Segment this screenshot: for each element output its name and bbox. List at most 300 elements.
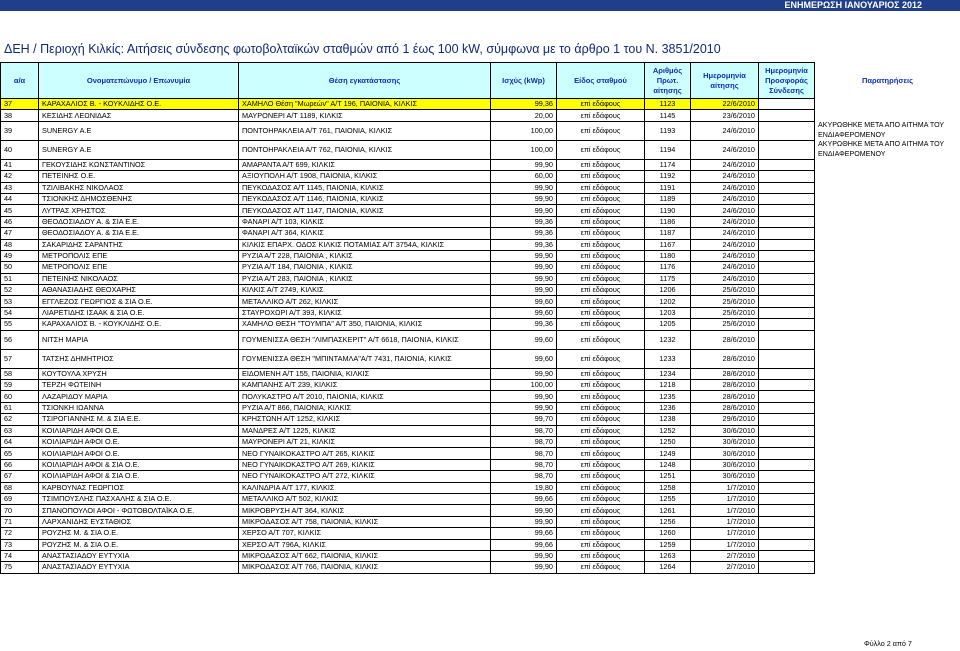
cell-name: ΚΟΙΛΙΑΡΙΔΗ ΑΦΟΙ Ο.Ε. bbox=[39, 448, 239, 459]
cell-location: ΠΟΛΥΚΑΣΤΡΟ Α/Τ 2010, ΠΑΙΟΝΙΑ, ΚΙΛΚΙΣ bbox=[239, 391, 491, 402]
cell-name: SUNERGY A.E bbox=[39, 140, 239, 159]
cell-remarks bbox=[815, 516, 960, 527]
cell-protocol: 1258 bbox=[645, 482, 691, 493]
table-row bbox=[1, 159, 960, 170]
cell-location: ΡΥΖΙΑ Α/Τ 184, ΠΑΙΟΝΙΑ , ΚΙΛΚΙΣ bbox=[239, 262, 491, 273]
cell-remarks bbox=[815, 402, 960, 413]
table-row bbox=[1, 482, 960, 493]
cell-type: επί εδάφους bbox=[557, 471, 645, 482]
table-row bbox=[1, 505, 960, 516]
cell-aa: 38 bbox=[1, 110, 39, 121]
cell-remarks bbox=[815, 482, 960, 493]
cell-name: ΓΕΚΟΥΣΙΔΗΣ ΚΩΝΣΤΑΝΤΙΝΟΣ bbox=[39, 159, 239, 170]
cell-remarks: ΑΚΥΡΩΘΗΚΕ ΜΕΤΑ ΑΠΟ ΑΙΤΗΜΑ ΤΟΥ ΕΝΔΙΑΦΕΡΟΜΕΝΟΥ bbox=[818, 121, 944, 139]
cell-power: 99,36 bbox=[491, 99, 557, 110]
cell-type: επί εδάφους bbox=[557, 550, 645, 561]
cell-protocol: 1235 bbox=[645, 391, 691, 402]
cell-location: ΜΑΝΔΡΕΣ Α/Τ 1225, ΚΙΛΚΙΣ bbox=[239, 425, 491, 436]
cell-date: 24/6/2010 bbox=[691, 193, 759, 204]
cell-offer bbox=[759, 182, 815, 193]
cell-offer bbox=[759, 159, 815, 170]
cell-aa: 43 bbox=[1, 182, 39, 193]
table-row bbox=[1, 121, 960, 140]
table-row bbox=[1, 562, 960, 573]
cell-remarks bbox=[815, 285, 960, 296]
cell-aa: 55 bbox=[1, 319, 39, 330]
table-row bbox=[1, 216, 960, 227]
cell-aa: 37 bbox=[1, 99, 39, 110]
cell-type: επί εδάφους bbox=[557, 140, 645, 159]
cell-date: 24/6/2010 bbox=[691, 250, 759, 261]
cell-protocol: 1189 bbox=[645, 193, 691, 204]
cell-remarks bbox=[815, 273, 960, 284]
cell-offer bbox=[759, 296, 815, 307]
cell-offer bbox=[759, 368, 815, 379]
cell-date: 1/7/2010 bbox=[691, 539, 759, 550]
cell-date: 1/7/2010 bbox=[691, 482, 759, 493]
cell-location: ΑΜΑΡΑΝΤΑ Α/Τ 699, ΚΙΛΚΙΣ bbox=[239, 159, 491, 170]
col-type: Είδος σταθμού bbox=[557, 63, 645, 99]
cell-location: ΠΕΥΚΟΔΑΣΟΣ Α/Τ 1145, ΠΑΙΟΝΙΑ, ΚΙΛΚΙΣ bbox=[239, 182, 491, 193]
cell-power: 98,70 bbox=[491, 448, 557, 459]
cell-protocol: 1192 bbox=[645, 171, 691, 182]
cell-offer bbox=[759, 436, 815, 447]
table-row bbox=[1, 349, 960, 368]
cell-name: ΠΕΤΕΙΝΗΣ Ο.Ε. bbox=[39, 171, 239, 182]
table-row bbox=[1, 402, 960, 413]
cell-power: 99,60 bbox=[491, 349, 557, 368]
table-row bbox=[1, 448, 960, 459]
cell-name: ΚΟΙΛΙΑΡΙΔΗ ΑΦΟΙ & ΣΙΑ Ο.Ε. bbox=[39, 471, 239, 482]
col-remarks: Παρατηρήσεις bbox=[815, 63, 960, 99]
cell-type: επί εδάφους bbox=[557, 159, 645, 170]
cell-name: ΚΑΡΑΧΑΛΙΟΣ Β. - ΚΟΥΚΛΙΔΗΣ Ο.Ε. bbox=[39, 319, 239, 330]
cell-power: 99,90 bbox=[491, 250, 557, 261]
cell-power: 99,90 bbox=[491, 516, 557, 527]
cell-name: ΛΥΤΡΑΣ ΧΡΗΣΤΟΣ bbox=[39, 205, 239, 216]
cell-remarks bbox=[815, 110, 960, 121]
cell-protocol: 1248 bbox=[645, 459, 691, 470]
table-row bbox=[1, 493, 960, 504]
cell-aa: 69 bbox=[1, 493, 39, 504]
cell-remarks bbox=[815, 550, 960, 561]
cell-date: 2/7/2010 bbox=[691, 550, 759, 561]
table-row bbox=[1, 528, 960, 539]
banner-text: ΕΝΗΜΕΡΩΣΗ ΙΑΝΟΥΑΡΙΟΣ 2012 bbox=[784, 0, 922, 10]
cell-aa: 45 bbox=[1, 205, 39, 216]
col-offer: Ημερομηνία Προσφοράς Σύνδεσης bbox=[759, 63, 815, 99]
cell-remarks bbox=[815, 471, 960, 482]
cell-power: 99,66 bbox=[491, 528, 557, 539]
cell-aa: 72 bbox=[1, 528, 39, 539]
cell-offer bbox=[759, 550, 815, 561]
cell-type: επί εδάφους bbox=[557, 273, 645, 284]
cell-date: 25/6/2010 bbox=[691, 285, 759, 296]
cell-location: ΜΕΤΑΛΛΙΚΟ Α/Τ 502, ΚΙΛΚΙΣ bbox=[239, 493, 491, 504]
cell-name: ΡΟΥΖΗΣ Μ. & ΣΙΑ Ο.Ε. bbox=[39, 528, 239, 539]
cell-offer bbox=[759, 414, 815, 425]
cell-date: 24/6/2010 bbox=[691, 273, 759, 284]
cell-offer bbox=[759, 425, 815, 436]
cell-type: επί εδάφους bbox=[557, 528, 645, 539]
cell-name: ΚΑΡΑΧΑΛΙΟΣ Β. - ΚΟΥΚΛΙΔΗΣ Ο.Ε. bbox=[39, 99, 239, 110]
cell-aa: 44 bbox=[1, 193, 39, 204]
cell-power: 99,90 bbox=[491, 505, 557, 516]
cell-name: ΣΠΑΝΟΠΟΥΛΟΙ ΑΦΟΙ - ΦΩΤΟΒΟΛΤΑΪΚΑ Ο.Ε. bbox=[39, 505, 239, 516]
cell-name: SUNERGY A.E bbox=[39, 121, 239, 140]
cell-name: ΚΟΙΛΙΑΡΙΔΗ ΑΦΟΙ Ο.Ε. bbox=[39, 436, 239, 447]
table-row bbox=[1, 250, 960, 261]
table-row bbox=[1, 110, 960, 121]
cell-remarks bbox=[815, 307, 960, 318]
cell-protocol: 1145 bbox=[645, 110, 691, 121]
cell-date: 24/6/2010 bbox=[691, 205, 759, 216]
cell-power: 99,70 bbox=[491, 414, 557, 425]
cell-power: 99,90 bbox=[491, 159, 557, 170]
table-row bbox=[1, 516, 960, 527]
cell-location: ΓΟΥΜΕΝΙΣΣΑ ΘΕΣΗ "ΜΠΙΝΤΑΜΛΑ"Α/Τ 7431, ΠΑΙΟΝΙΑ, ΚΙΛΚΙΣ bbox=[239, 349, 491, 368]
table-row bbox=[1, 425, 960, 436]
cell-date: 30/6/2010 bbox=[691, 436, 759, 447]
table-row bbox=[1, 296, 960, 307]
table-row bbox=[1, 436, 960, 447]
cell-aa: 48 bbox=[1, 239, 39, 250]
cell-aa: 47 bbox=[1, 228, 39, 239]
cell-location: ΜΙΚΡΟΔΑΣΟΣ Α/Τ 758, ΠΑΙΟΝΙΑ, ΚΙΛΚΙΣ bbox=[239, 516, 491, 527]
table-row bbox=[1, 171, 960, 182]
cell-offer bbox=[759, 285, 815, 296]
table-row bbox=[1, 471, 960, 482]
top-banner bbox=[0, 0, 960, 11]
cell-location: ΚΡΗΣΤΩΝΗ Α/Τ 1252, ΚΙΛΚΙΣ bbox=[239, 414, 491, 425]
cell-location: ΡΥΖΙΑ Α/Τ 866, ΠΑΙΟΝΙΑ, ΚΙΛΚΙΣ bbox=[239, 402, 491, 413]
cell-location: ΡΥΖΙΑ Α/Τ 283, ΠΑΙΟΝΙΑ , ΚΙΛΚΙΣ bbox=[239, 273, 491, 284]
cell-location: ΠΕΥΚΟΔΑΣΟΣ Α/Τ 1146, ΠΑΙΟΝΙΑ, ΚΙΛΚΙΣ bbox=[239, 193, 491, 204]
cell-name: ΡΟΥΖΗΣ Μ. & ΣΙΑ Ο.Ε. bbox=[39, 539, 239, 550]
cell-offer bbox=[759, 307, 815, 318]
cell-power: 99,36 bbox=[491, 216, 557, 227]
cell-aa: 64 bbox=[1, 436, 39, 447]
cell-offer bbox=[759, 349, 815, 368]
cell-offer bbox=[759, 99, 815, 110]
cell-date: 1/7/2010 bbox=[691, 493, 759, 504]
cell-remarks bbox=[815, 205, 960, 216]
cell-remarks bbox=[815, 425, 960, 436]
cell-power: 99,90 bbox=[491, 562, 557, 573]
cell-location: ΜΑΥΡΟΝΕΡΙ Α/Τ 21, ΚΙΛΚΙΣ bbox=[239, 436, 491, 447]
cell-location: ΝΕΟ ΓΥΝΑΙΚΟΚΑΣΤΡΟ Α/Τ 265, ΚΙΛΚΙΣ bbox=[239, 448, 491, 459]
table-row bbox=[1, 539, 960, 550]
cell-date: 28/6/2010 bbox=[691, 402, 759, 413]
cell-name: ΤΣΙΟΝΚΗ ΙΩΑΝΝΑ bbox=[39, 402, 239, 413]
cell-aa: 66 bbox=[1, 459, 39, 470]
cell-aa: 51 bbox=[1, 273, 39, 284]
cell-type: επί εδάφους bbox=[557, 296, 645, 307]
table-row bbox=[1, 380, 960, 391]
cell-protocol: 1233 bbox=[645, 349, 691, 368]
cell-protocol: 1234 bbox=[645, 368, 691, 379]
cell-date: 1/7/2010 bbox=[691, 516, 759, 527]
cell-power: 99,66 bbox=[491, 493, 557, 504]
cell-aa: 39 bbox=[1, 121, 39, 140]
cell-type: επί εδάφους bbox=[557, 330, 645, 349]
cell-offer bbox=[759, 562, 815, 573]
table-row bbox=[1, 140, 960, 159]
cell-protocol: 1238 bbox=[645, 414, 691, 425]
cell-offer bbox=[759, 330, 815, 349]
cell-offer bbox=[759, 193, 815, 204]
cell-protocol: 1175 bbox=[645, 273, 691, 284]
cell-date: 30/6/2010 bbox=[691, 471, 759, 482]
cell-aa: 40 bbox=[1, 140, 39, 159]
cell-name: ΚΟΙΛΙΑΡΙΔΗ ΑΦΟΙ & ΣΙΑ Ο.Ε. bbox=[39, 459, 239, 470]
cell-type: επί εδάφους bbox=[557, 239, 645, 250]
cell-remarks bbox=[815, 436, 960, 447]
cell-remarks bbox=[815, 330, 960, 349]
cell-type: επί εδάφους bbox=[557, 368, 645, 379]
cell-offer bbox=[759, 319, 815, 330]
cell-date: 24/6/2010 bbox=[691, 216, 759, 227]
cell-type: επί εδάφους bbox=[557, 205, 645, 216]
cell-location: ΕΙΔΟΜΕΝΗ Α/Τ 155, ΠΑΙΟΝΙΑ, ΚΙΛΚΙΣ bbox=[239, 368, 491, 379]
table-row bbox=[1, 193, 960, 204]
cell-location: ΦΑΝΑΡΙ Α/Τ 364, ΚΙΛΚΙΣ bbox=[239, 228, 491, 239]
cell-protocol: 1232 bbox=[645, 330, 691, 349]
cell-protocol: 1176 bbox=[645, 262, 691, 273]
cell-protocol: 1260 bbox=[645, 528, 691, 539]
cell-power: 98,70 bbox=[491, 471, 557, 482]
cell-power: 99,60 bbox=[491, 330, 557, 349]
cell-remarks bbox=[815, 216, 960, 227]
table-row bbox=[1, 228, 960, 239]
cell-type: επί εδάφους bbox=[557, 171, 645, 182]
cell-aa: 73 bbox=[1, 539, 39, 550]
cell-protocol: 1251 bbox=[645, 471, 691, 482]
cell-type: επί εδάφους bbox=[557, 380, 645, 391]
cell-offer bbox=[759, 140, 815, 159]
cell-power: 99,90 bbox=[491, 205, 557, 216]
cell-type: επί εδάφους bbox=[557, 262, 645, 273]
cell-power: 19,80 bbox=[491, 482, 557, 493]
cell-type: επί εδάφους bbox=[557, 516, 645, 527]
cell-type: επί εδάφους bbox=[557, 193, 645, 204]
cell-aa: 49 bbox=[1, 250, 39, 261]
cell-date: 24/6/2010 bbox=[691, 171, 759, 182]
cell-aa: 65 bbox=[1, 448, 39, 459]
cell-name: ΣΑΚΑΡΙΔΗΣ ΣΑΡΑΝΤΗΣ bbox=[39, 239, 239, 250]
cell-power: 99,90 bbox=[491, 193, 557, 204]
cell-location: ΧΑΜΗΛΟ ΘΕΣΗ "ΤΟΥΜΠΑ" Α/Τ 350, ΠΑΙΟΝΙΑ, ΚΙΛΚΙΣ bbox=[239, 319, 491, 330]
cell-aa: 54 bbox=[1, 307, 39, 318]
table-row bbox=[1, 414, 960, 425]
cell-offer bbox=[759, 516, 815, 527]
cell-offer bbox=[759, 171, 815, 182]
cell-power: 99,36 bbox=[491, 239, 557, 250]
cell-type: επί εδάφους bbox=[557, 448, 645, 459]
cell-aa: 74 bbox=[1, 550, 39, 561]
cell-name: ΜΕΤΡΟΠΟΛΙΣ ΕΠΕ bbox=[39, 262, 239, 273]
cell-offer bbox=[759, 121, 815, 140]
cell-date: 24/6/2010 bbox=[691, 262, 759, 273]
cell-protocol: 1202 bbox=[645, 296, 691, 307]
cell-name: ΤΣΙΟΝΚΗΣ ΔΗΜΟΣΘΕΝΗΣ bbox=[39, 193, 239, 204]
cell-protocol: 1123 bbox=[645, 99, 691, 110]
cell-offer bbox=[759, 262, 815, 273]
cell-name: ΑΘΑΝΑΣΙΑΔΗΣ ΘΕΟΧΑΡΗΣ bbox=[39, 285, 239, 296]
table-row bbox=[1, 307, 960, 318]
cell-date: 25/6/2010 bbox=[691, 319, 759, 330]
cell-remarks bbox=[815, 349, 960, 368]
cell-protocol: 1256 bbox=[645, 516, 691, 527]
cell-protocol: 1191 bbox=[645, 182, 691, 193]
cell-location: ΣΤΑΥΡΟΧΩΡΙ Α/Τ 393, ΚΙΛΚΙΣ bbox=[239, 307, 491, 318]
cell-location: ΧΕΡΣΟ Α/Τ 796Α, ΚΙΛΚΙΣ bbox=[239, 539, 491, 550]
cell-power: 98,70 bbox=[491, 436, 557, 447]
cell-date: 24/6/2010 bbox=[691, 121, 759, 140]
cell-location: ΦΑΝΑΡΙ Α/Τ 103, ΚΙΛΚΙΣ bbox=[239, 216, 491, 227]
cell-protocol: 1259 bbox=[645, 539, 691, 550]
cell-protocol: 1194 bbox=[645, 140, 691, 159]
cell-location: ΠΟΝΤΟΗΡΑΚΛΕΙΑ Α/Τ 761, ΠΑΙΟΝΙΑ, ΚΙΛΚΙΣ bbox=[239, 121, 491, 140]
cell-offer bbox=[759, 482, 815, 493]
cell-date: 24/6/2010 bbox=[691, 140, 759, 159]
cell-name: ΤΖΙΛΙΒΑΚΗΣ ΝΙΚΟΛΑΟΣ bbox=[39, 182, 239, 193]
cell-location: ΓΟΥΜΕΝΙΣΣΑ ΘΕΣΗ "ΛΙΜΠΑΣΚΕΡΙΤ" Α/Τ 6618, ΠΑΙΟΝΙΑ, ΚΙΛΚΙΣ bbox=[239, 330, 491, 349]
cell-protocol: 1186 bbox=[645, 216, 691, 227]
cell-remarks bbox=[815, 505, 960, 516]
cell-protocol: 1203 bbox=[645, 307, 691, 318]
cell-type: επί εδάφους bbox=[557, 285, 645, 296]
cell-location: ΜΙΚΡΟΔΑΣΟΣ Α/Τ 766, ΠΑΙΟΝΙΑ, ΚΙΛΚΙΣ bbox=[239, 562, 491, 573]
cell-protocol: 1167 bbox=[645, 239, 691, 250]
cell-type: επί εδάφους bbox=[557, 121, 645, 140]
cell-name: ΑΝΑΣΤΑΣΙΑΔΟΥ ΕΥΤΥΧΙΑ bbox=[39, 562, 239, 573]
cell-location: ΠΟΝΤΟΗΡΑΚΛΕΙΑ Α/Τ 762, ΠΑΙΟΝΙΑ, ΚΙΛΚΙΣ bbox=[239, 140, 491, 159]
cell-remarks bbox=[815, 414, 960, 425]
cell-power: 99,90 bbox=[491, 391, 557, 402]
col-aa: α/α bbox=[1, 63, 39, 99]
cell-aa: 52 bbox=[1, 285, 39, 296]
cell-protocol: 1249 bbox=[645, 448, 691, 459]
cell-remarks bbox=[815, 250, 960, 261]
cell-power: 99,90 bbox=[491, 285, 557, 296]
cell-protocol: 1236 bbox=[645, 402, 691, 413]
cell-offer bbox=[759, 471, 815, 482]
cell-offer bbox=[759, 216, 815, 227]
cell-power: 98,70 bbox=[491, 425, 557, 436]
cell-name: ΘΕΟΔΟΣΙΑΔΟΥ Α. & ΣΙΑ Ε.Ε. bbox=[39, 228, 239, 239]
cell-remarks bbox=[815, 448, 960, 459]
cell-location: ΜΑΥΡΟΝΕΡΙ Α/Τ 1189, ΚΙΛΚΙΣ bbox=[239, 110, 491, 121]
cell-aa: 75 bbox=[1, 562, 39, 573]
cell-aa: 62 bbox=[1, 414, 39, 425]
cell-power: 99,90 bbox=[491, 182, 557, 193]
cell-power: 100,00 bbox=[491, 121, 557, 140]
col-name: Ονοματεπώνυμο / Επωνυμία bbox=[39, 63, 239, 99]
cell-offer bbox=[759, 402, 815, 413]
cell-offer bbox=[759, 391, 815, 402]
cell-protocol: 1187 bbox=[645, 228, 691, 239]
cell-remarks bbox=[815, 262, 960, 273]
table-row bbox=[1, 239, 960, 250]
cell-offer bbox=[759, 459, 815, 470]
cell-name: ΚΟΥΤΟΥΛΑ ΧΡΥΣΗ bbox=[39, 368, 239, 379]
cell-protocol: 1205 bbox=[645, 319, 691, 330]
cell-date: 2/7/2010 bbox=[691, 562, 759, 573]
cell-date: 30/6/2010 bbox=[691, 425, 759, 436]
cell-remarks bbox=[815, 459, 960, 470]
cell-type: επί εδάφους bbox=[557, 459, 645, 470]
cell-type: επί εδάφους bbox=[557, 216, 645, 227]
cell-power: 100,00 bbox=[491, 380, 557, 391]
cell-aa: 56 bbox=[1, 330, 39, 349]
cell-aa: 68 bbox=[1, 482, 39, 493]
cell-location: ΜΙΚΡΟΔΑΣΟΣ Α/Τ 662, ΠΑΙΟΝΙΑ, ΚΙΛΚΙΣ bbox=[239, 550, 491, 561]
cell-name: ΚΕΣΙΔΗΣ ΛΕΩΝΙΔΑΣ bbox=[39, 110, 239, 121]
cell-location: ΜΕΤΑΛΛΙΚΟ Α/Τ 262, ΚΙΛΚΙΣ bbox=[239, 296, 491, 307]
cell-aa: 42 bbox=[1, 171, 39, 182]
cell-name: ΜΕΤΡΟΠΟΛΙΣ ΕΠΕ bbox=[39, 250, 239, 261]
cell-remarks bbox=[815, 159, 960, 170]
cell-type: επί εδάφους bbox=[557, 436, 645, 447]
cell-protocol: 1261 bbox=[645, 505, 691, 516]
cell-protocol: 1193 bbox=[645, 121, 691, 140]
cell-remarks bbox=[815, 319, 960, 330]
cell-remarks bbox=[815, 391, 960, 402]
table-header-row bbox=[1, 63, 960, 99]
cell-date: 24/6/2010 bbox=[691, 228, 759, 239]
col-location: Θέση εγκατάστασης bbox=[239, 63, 491, 99]
cell-power: 98,70 bbox=[491, 459, 557, 470]
col-power: Ισχύς (kWp) bbox=[491, 63, 557, 99]
cell-type: επί εδάφους bbox=[557, 228, 645, 239]
cell-date: 28/6/2010 bbox=[691, 349, 759, 368]
cell-date: 29/6/2010 bbox=[691, 414, 759, 425]
cell-aa: 50 bbox=[1, 262, 39, 273]
table-row bbox=[1, 391, 960, 402]
cell-location: ΚΑΛΙΝΔΡΙΑ Α/Τ 177, ΚΙΛΚΙΣ bbox=[239, 482, 491, 493]
cell-date: 30/6/2010 bbox=[691, 448, 759, 459]
col-date: Ημερομηνία αίτησης bbox=[691, 63, 759, 99]
cell-type: επί εδάφους bbox=[557, 391, 645, 402]
cell-protocol: 1264 bbox=[645, 562, 691, 573]
table-row bbox=[1, 550, 960, 561]
cell-location: ΚΙΛΚΙΣ ΕΠΑΡΧ. ΟΔΟΣ ΚΙΛΚΙΣ ΠΟΤΑΜΙΑΣ Α/Τ 3754Α, ΚΙΛΚΙΣ bbox=[239, 239, 491, 250]
cell-aa: 41 bbox=[1, 159, 39, 170]
cell-date: 25/6/2010 bbox=[691, 296, 759, 307]
cell-remarks bbox=[815, 182, 960, 193]
cell-remarks bbox=[815, 562, 960, 573]
cell-type: επί εδάφους bbox=[557, 482, 645, 493]
cell-offer bbox=[759, 539, 815, 550]
cell-name: ΕΓΓΛΕΖΟΣ ΓΕΩΡΓΙΟΣ & ΣΙΑ Ο.Ε. bbox=[39, 296, 239, 307]
cell-type: επί εδάφους bbox=[557, 402, 645, 413]
cell-remarks bbox=[815, 99, 960, 110]
cell-offer bbox=[759, 493, 815, 504]
cell-name: ΤΣΙΡΟΓΙΑΝΝΗΣ Μ. & ΣΙΑ Ε.Ε. bbox=[39, 414, 239, 425]
cell-offer bbox=[759, 228, 815, 239]
table-row bbox=[1, 319, 960, 330]
cell-type: επί εδάφους bbox=[557, 414, 645, 425]
cell-date: 28/6/2010 bbox=[691, 330, 759, 349]
cell-aa: 57 bbox=[1, 349, 39, 368]
cell-date: 28/6/2010 bbox=[691, 380, 759, 391]
cell-remarks bbox=[815, 493, 960, 504]
cell-aa: 53 bbox=[1, 296, 39, 307]
applications-table bbox=[0, 62, 960, 574]
cell-name: ΤΕΡΖΗ ΦΩΤΕΙΝΗ bbox=[39, 380, 239, 391]
table-row bbox=[1, 273, 960, 284]
